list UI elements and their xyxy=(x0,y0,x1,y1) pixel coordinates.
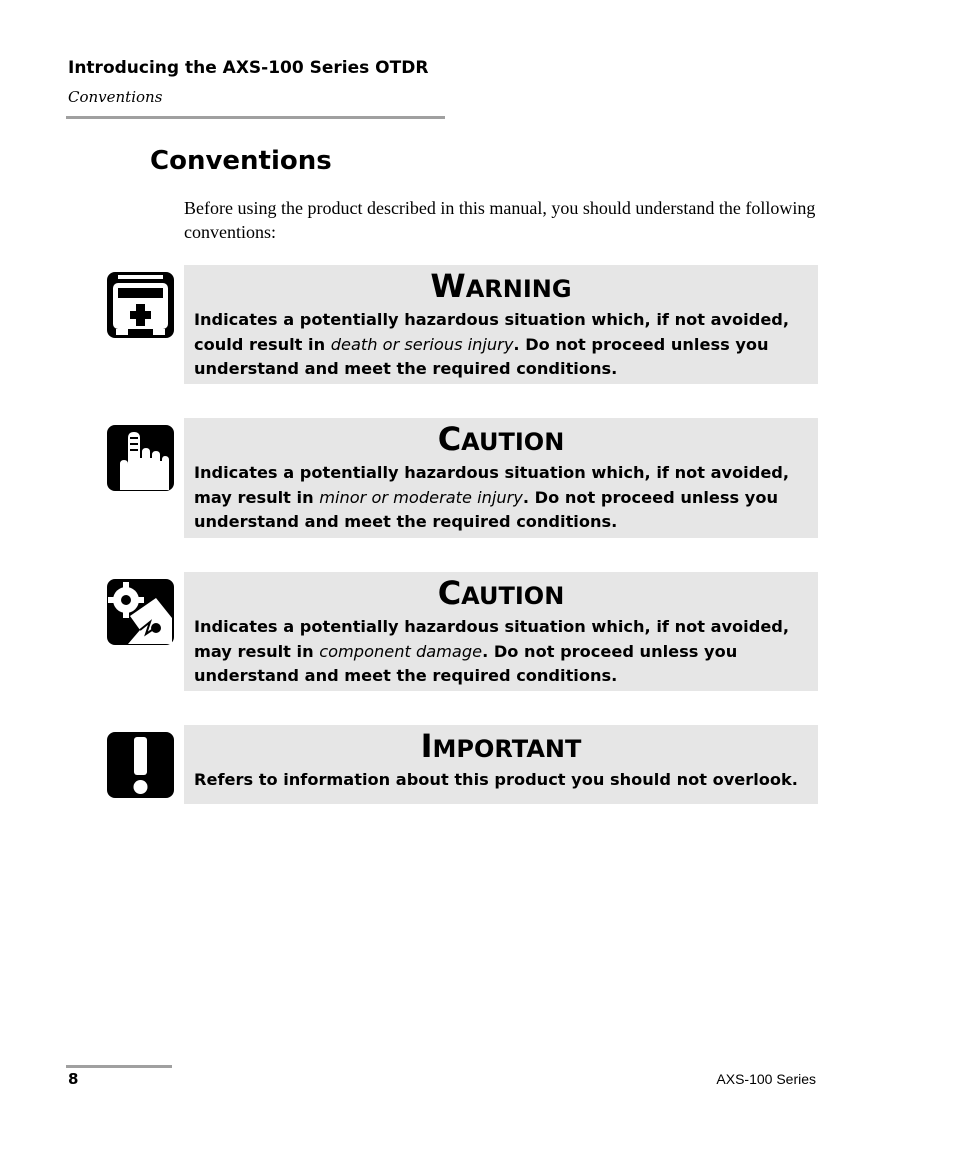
broken-gear-icon xyxy=(106,578,175,646)
running-title: Introducing the AXS-100 Series OTDR xyxy=(68,58,429,78)
injured-hand-icon xyxy=(106,424,175,492)
caution-injury-title: CAUTION xyxy=(437,420,565,458)
caution-damage-box xyxy=(184,572,818,691)
caution-injury-box xyxy=(184,418,818,538)
exclamation-icon xyxy=(106,731,175,799)
footer-series: AXS-100 Series xyxy=(716,1071,816,1087)
warning-title: WARNING xyxy=(430,267,572,305)
caution-damage-title: CAUTION xyxy=(437,574,565,612)
important-box xyxy=(184,725,818,804)
page-number: 8 xyxy=(68,1070,79,1088)
warning-box xyxy=(184,265,818,384)
footer-rule xyxy=(66,1065,172,1068)
intro-paragraph: Before using the product described in this manual, you should understand the following conventions: xyxy=(184,198,816,242)
running-subtitle: Conventions xyxy=(68,88,163,106)
caution-injury-text: Indicates a potentially hazardous situation which, if not avoided, may result in minor or moderate injury. Do not proceed unless you understand and meet the required conditions. xyxy=(194,463,790,531)
section-title: Conventions xyxy=(150,146,332,176)
header-rule xyxy=(66,116,445,119)
ambulance-icon xyxy=(106,271,175,339)
important-text: Refers to information about this product you should not overlook. xyxy=(194,770,798,789)
important-title: IMPORTANT xyxy=(420,727,582,765)
caution-damage-text: Indicates a potentially hazardous situation which, if not avoided, may result in component damage. Do not proceed unless you understand and meet the required conditions. xyxy=(194,617,790,685)
warning-text: Indicates a potentially hazardous situation which, if not avoided, could result in death or serious injury. Do not proceed unless you understand and meet the required conditions. xyxy=(194,310,790,378)
